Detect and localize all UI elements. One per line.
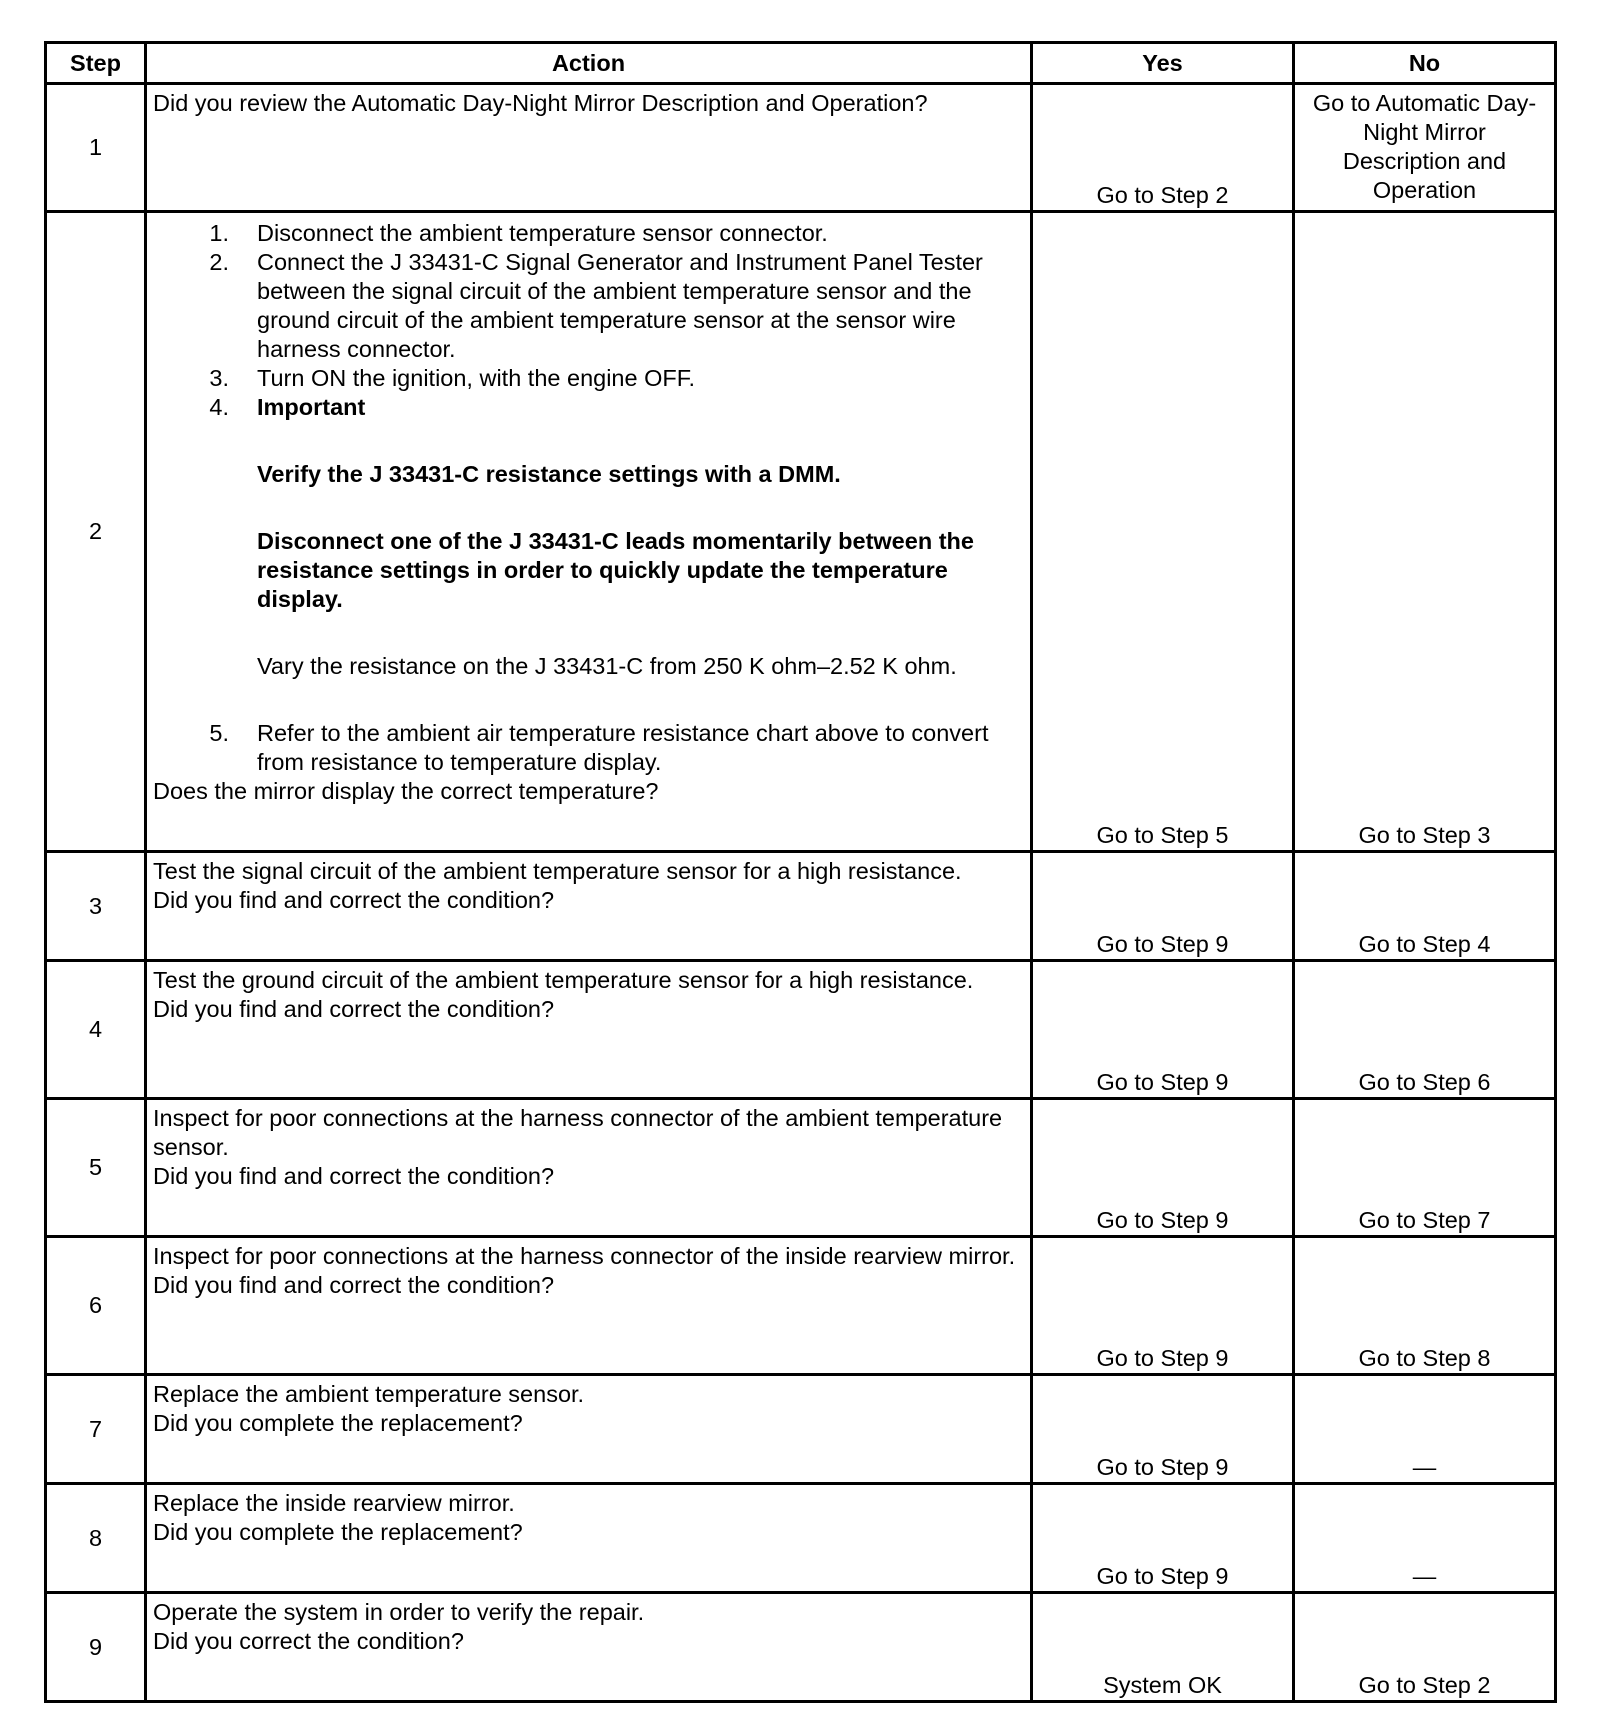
action-cell xyxy=(146,961,1032,1099)
no-cell xyxy=(1294,84,1556,212)
list-item: 4. Important xyxy=(153,393,1022,422)
action-text: Did you review the Automatic Day-Night Mirror Description and Operation? xyxy=(153,90,928,116)
instruction-list xyxy=(153,219,1022,777)
no-text: Go to Automatic Day-Night Mirror Description and Operation xyxy=(1312,90,1537,203)
yes-cell: Go to Step 9 xyxy=(1032,1237,1294,1375)
question-text: Did you correct the condition? xyxy=(153,1628,464,1654)
step-number: 6 xyxy=(46,1237,146,1375)
header-row xyxy=(46,43,1556,84)
yes-cell: Go to Step 9 xyxy=(1032,852,1294,961)
action-cell xyxy=(146,84,1032,212)
list-item: 5. Refer to the ambient air temperature resistance chart above to convert from resistance to temperature display. xyxy=(209,720,989,775)
action-cell xyxy=(146,1593,1032,1702)
question-text: Did you find and correct the condition? xyxy=(153,996,555,1022)
question-text: Does the mirror display the correct temperature? xyxy=(153,778,659,804)
no-cell: — xyxy=(1294,1375,1556,1484)
no-cell: Go to Step 3 xyxy=(1294,212,1556,852)
table-row-step-1 xyxy=(46,84,1556,212)
question-text: Did you complete the replacement? xyxy=(153,1519,523,1545)
no-cell: — xyxy=(1294,1484,1556,1593)
header-yes: Yes xyxy=(1032,43,1294,84)
important-note-1: Verify the J 33431-C resistance settings with a DMM. xyxy=(257,461,841,487)
step-number: 7 xyxy=(46,1375,146,1484)
action-cell xyxy=(146,1375,1032,1484)
yes-cell: Go to Step 9 xyxy=(1032,1099,1294,1237)
step-number: 3 xyxy=(46,852,146,961)
action-text: Operate the system in order to verify the repair. xyxy=(153,1599,645,1625)
action-cell xyxy=(146,1237,1032,1375)
question-text: Did you find and correct the condition? xyxy=(153,1163,555,1189)
action-text: Inspect for poor connections at the harness connector of the ambient temperature sensor. xyxy=(153,1105,1003,1160)
no-cell: Go to Step 8 xyxy=(1294,1237,1556,1375)
important-note-2: Disconnect one of the J 33431-C leads momentarily between the resistance settings in order to quickly update the temperature display. xyxy=(257,528,974,612)
table-row-step-7 xyxy=(46,1375,1556,1484)
question-text: Did you find and correct the condition? xyxy=(153,887,555,913)
important-label: Important xyxy=(257,394,366,420)
table-row-step-9 xyxy=(46,1593,1556,1702)
table-row-step-5 xyxy=(46,1099,1556,1237)
action-text: Replace the inside rearview mirror. xyxy=(153,1490,515,1516)
yes-cell: Go to Step 9 xyxy=(1032,1375,1294,1484)
list-item: 2. Connect the J 33431-C Signal Generator and Instrument Panel Tester between the signal circuit of the ambient temperature sensor and the ground circuit of the ambient temperature sensor at the sensor wire harness connector. xyxy=(209,249,983,362)
action-cell xyxy=(146,1099,1032,1237)
step-number: 2 xyxy=(46,212,146,852)
header-no: No xyxy=(1294,43,1556,84)
action-text: Test the ground circuit of the ambient temperature sensor for a high resistance. xyxy=(153,967,974,993)
yes-cell: Go to Step 9 xyxy=(1032,1484,1294,1593)
list-item: 1. Disconnect the ambient temperature sensor connector. xyxy=(209,220,828,246)
table-row-step-8 xyxy=(46,1484,1556,1593)
step-number: 4 xyxy=(46,961,146,1099)
step-number: 8 xyxy=(46,1484,146,1593)
step-number: 1 xyxy=(46,84,146,212)
yes-cell: System OK xyxy=(1032,1593,1294,1702)
vary-instruction: Vary the resistance on the J 33431-C from 250 K ohm–2.52 K ohm. xyxy=(257,653,957,679)
step-number: 9 xyxy=(46,1593,146,1702)
action-cell xyxy=(146,1484,1032,1593)
action-cell xyxy=(146,212,1032,852)
list-item: 3. Turn ON the ignition, with the engine OFF. xyxy=(209,365,696,391)
yes-cell: Go to Step 9 xyxy=(1032,961,1294,1099)
question-text: Did you find and correct the condition? xyxy=(153,1272,555,1298)
yes-cell: Go to Step 5 xyxy=(1032,212,1294,852)
action-text: Replace the ambient temperature sensor. xyxy=(153,1381,585,1407)
action-cell xyxy=(146,852,1032,961)
table-row-step-3 xyxy=(46,852,1556,961)
no-cell: Go to Step 7 xyxy=(1294,1099,1556,1237)
step-number: 5 xyxy=(46,1099,146,1237)
table-row-step-6 xyxy=(46,1237,1556,1375)
no-cell: Go to Step 6 xyxy=(1294,961,1556,1099)
question-text: Did you complete the replacement? xyxy=(153,1410,523,1436)
action-text: Test the signal circuit of the ambient temperature sensor for a high resistance. xyxy=(153,858,962,884)
header-action: Action xyxy=(146,43,1032,84)
diagnostic-table xyxy=(44,41,1557,1703)
action-text: Inspect for poor connections at the harness connector of the inside rearview mirror. xyxy=(153,1243,1016,1269)
no-cell: Go to Step 4 xyxy=(1294,852,1556,961)
no-cell: Go to Step 2 xyxy=(1294,1593,1556,1702)
header-step: Step xyxy=(46,43,146,84)
table-row-step-2 xyxy=(46,212,1556,852)
table-row-step-4 xyxy=(46,961,1556,1099)
yes-cell: Go to Step 2 xyxy=(1032,84,1294,212)
